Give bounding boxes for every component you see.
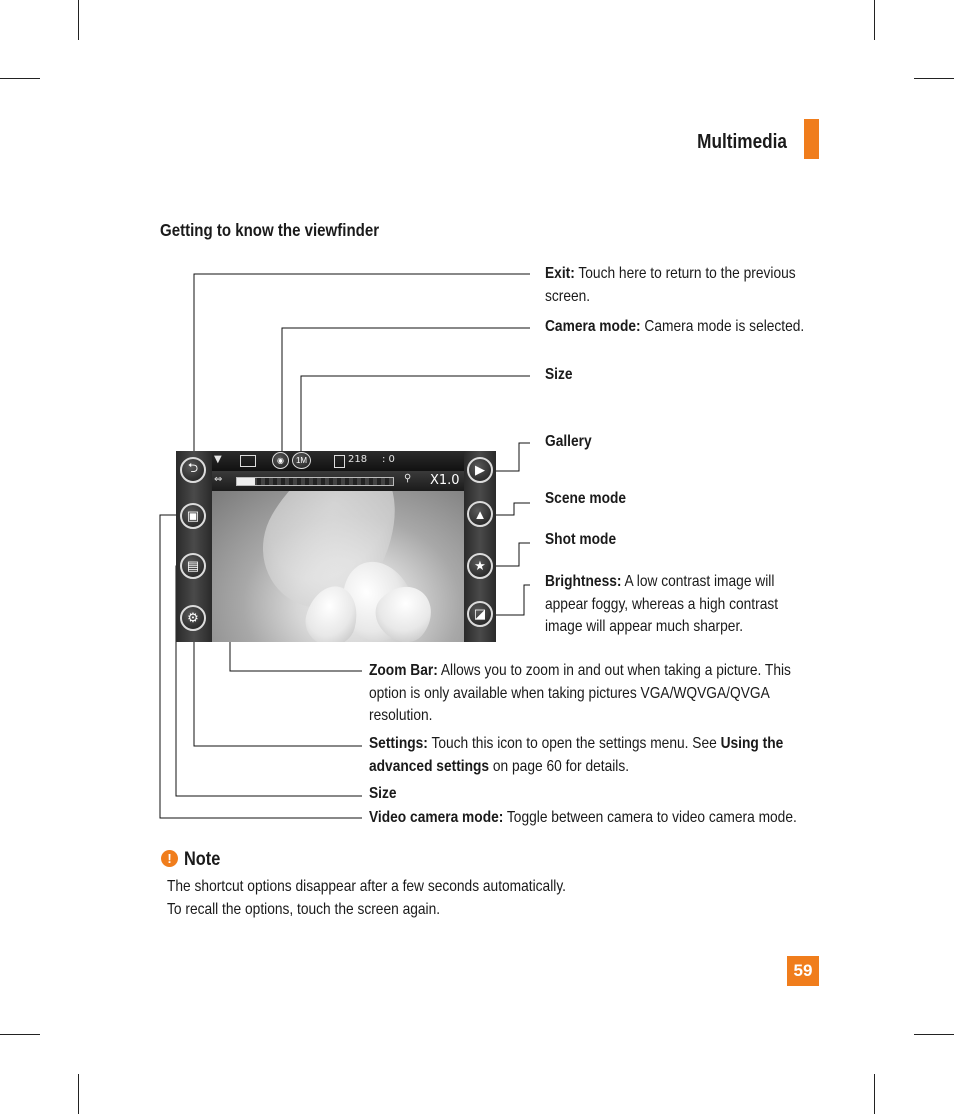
callout-line-settings [194, 632, 362, 746]
right-toolbar [464, 451, 496, 642]
signal-icon: ▼ [214, 454, 222, 465]
shots-remaining: 218 [348, 454, 368, 465]
camera-mode-icon[interactable]: ◉ [272, 452, 289, 469]
section-title: Getting to know the viewfinder [160, 220, 380, 240]
callout-line-gallery [492, 443, 530, 471]
exit-button[interactable]: ⮌ [180, 457, 206, 483]
zoom-level: X1.0 [430, 473, 460, 488]
brightness-button[interactable]: ◪ [467, 601, 493, 627]
left-toolbar [176, 451, 212, 642]
scene-mode-button[interactable]: ▲ [467, 501, 493, 527]
brightness-description: Brightness: A low contrast image will appear foggy, whereas a high contrast image will appear much sharper. [545, 573, 779, 635]
video-mode-description: Video camera mode: Toggle between camera to video camera mode. [369, 809, 797, 826]
callout-line-shot-mode [492, 543, 530, 566]
callout-line-exit [194, 274, 530, 455]
zoom-icon: ⇔ [214, 474, 223, 485]
timer-readout: : 0 [382, 454, 395, 465]
note-title: Note [184, 849, 221, 870]
page-number: 59 [787, 956, 819, 986]
memory-icon [334, 455, 345, 468]
viewfinder-screen [176, 451, 496, 642]
callout-line-camera-mode [282, 328, 530, 451]
video-camera-mode-button[interactable]: ▣ [180, 503, 206, 529]
size-bottom-label: Size [369, 785, 397, 802]
note-line-1: The shortcut options disappear after a few seconds automatically. [167, 878, 566, 895]
gallery-button[interactable]: ▶ [467, 457, 493, 483]
page-header-title: Multimedia [697, 131, 787, 153]
settings-description: Settings: Touch this icon to open the settings menu. See Using the advanced settings on page 60 for details. [369, 735, 784, 775]
camera-mode-description: Camera mode: Camera mode is selected. [545, 318, 805, 335]
focus-icon: ⚲ [404, 473, 412, 484]
callout-line-size-top [301, 376, 530, 451]
note-warning-icon: ! [161, 850, 178, 867]
battery-icon [240, 455, 256, 467]
zoom-slider-fill [237, 478, 255, 485]
zoom-slider-track[interactable] [236, 477, 394, 486]
size-button[interactable]: ▤ [180, 553, 206, 579]
viewfinder-preview-image [212, 491, 466, 642]
size-icon[interactable]: 1M [292, 452, 311, 469]
zoom-bar-description: Zoom Bar: Allows you to zoom in and out when taking a picture. This option is only available when taking pictures VGA/WQVGA/QVGA resolution. [369, 662, 791, 724]
zoom-bar[interactable] [212, 471, 466, 491]
shot-mode-label: Shot mode [545, 531, 617, 548]
size-top-label: Size [545, 366, 573, 383]
scene-mode-label: Scene mode [545, 490, 627, 507]
callout-line-scene-mode [492, 503, 530, 515]
exit-description: Exit: Touch here to return to the previous screen. [545, 265, 796, 305]
settings-button[interactable]: ⚙ [180, 605, 206, 631]
status-bar [212, 451, 466, 471]
shot-mode-button[interactable]: ★ [467, 553, 493, 579]
callout-line-brightness [492, 585, 530, 615]
note-line-2: To recall the options, touch the screen again. [167, 901, 441, 918]
gallery-label: Gallery [545, 433, 592, 450]
